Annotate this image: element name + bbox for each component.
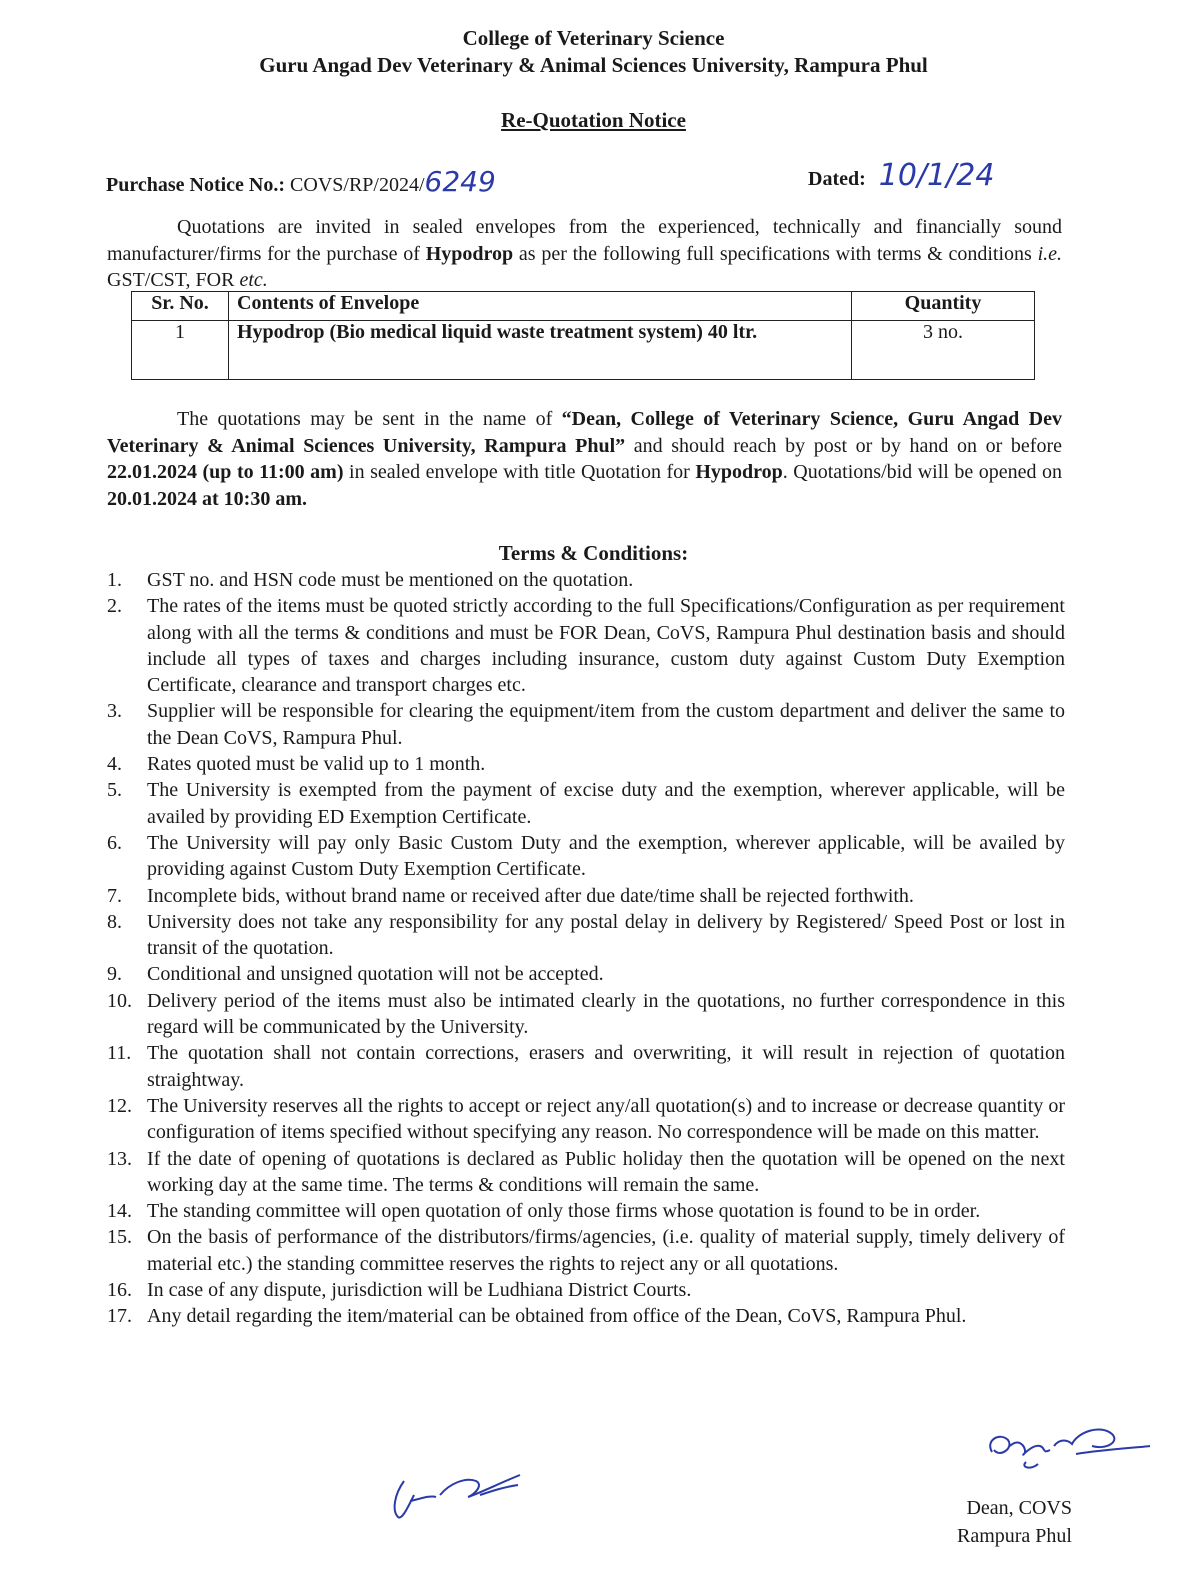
- term-number: 13.: [107, 1147, 132, 1170]
- cell-sr-no: 1: [132, 321, 229, 380]
- table-header-row: [132, 292, 1035, 321]
- submission-addressee: “Dean, College of Veterinary Science, Guru Angad Dev Veterinary & Animal Sciences University, Rampura Phul”: [107, 408, 1062, 457]
- cell-contents: Hypodrop (Bio medical liquid waste treatment system) 40 ltr.: [229, 321, 852, 380]
- date-label: Dated:: [808, 168, 866, 190]
- handwritten-date: 10/1/24: [878, 158, 995, 193]
- term-number: 9.: [107, 963, 122, 986]
- submission-deadline: 22.01.2024 (up to 11:00 am): [107, 461, 344, 483]
- list-item: [107, 1093, 1065, 1146]
- term-text: GST no. and HSN code must be mentioned on the quotation.: [147, 569, 634, 591]
- term-number: 10.: [107, 989, 132, 1012]
- intro-ie: i.e.: [1037, 242, 1062, 265]
- list-item: [107, 883, 1065, 909]
- submission-item: Hypodrop: [695, 461, 783, 483]
- submission-text-2: and should reach by post or by hand on or before: [625, 434, 1062, 457]
- list-item: [107, 988, 1065, 1041]
- list-item: [107, 1146, 1065, 1199]
- handwritten-notice-number: 6249: [424, 165, 496, 198]
- intro-paragraph: [107, 214, 1062, 294]
- term-number: 15.: [107, 1226, 132, 1249]
- college-name: College of Veterinary Science: [462, 26, 725, 50]
- list-item: [107, 961, 1065, 987]
- term-text: The standing committee will open quotation of only those firms whose quotation is found to be in order.: [147, 1200, 981, 1223]
- signatory-title: Dean, COVS: [966, 1497, 1072, 1519]
- term-text: The University will pay only Basic Custom Duty and the exemption, wherever applicable, will be availed by providing against Custom Duty Exemption Certificate.: [147, 831, 1065, 881]
- purchase-notice-prefix: COVS/RP/2024/: [290, 174, 425, 196]
- purchase-notice-label: Purchase Notice No.:: [106, 174, 286, 196]
- university-name: Guru Angad Dev Veterinary & Animal Sciences University, Rampura Phul: [259, 53, 928, 77]
- term-text: The University is exempted from the payment of excise duty and the exemption, wherever applicable, will be availed by providing ED Exemption Certificate.: [147, 779, 1065, 828]
- terms-title: Terms & Conditions:: [498, 541, 689, 565]
- term-text: On the basis of performance of the distributors/firms/agencies, (i.e. quality of material supply, timely delivery of material etc.) the standing committee reserves the rights to reject any or all quotations.: [147, 1226, 1065, 1275]
- term-text: Rates quoted must be valid up to 1 month.: [147, 753, 486, 776]
- term-text: If the date of opening of quotations is declared as Public holiday then the quotation will be opened on the next working day at the same time. The terms & conditions will remain the same.: [147, 1147, 1065, 1196]
- term-text: The University reserves all the rights to accept or reject any/all quotation(s) and to increase or decrease quantity or configuration of items specified without specifying any reason. No correspondence will be made on this matter.: [147, 1094, 1065, 1144]
- notice-date: [808, 158, 994, 193]
- list-item: [107, 1277, 1065, 1303]
- term-number: 3.: [107, 700, 122, 723]
- term-text: In case of any dispute, jurisdiction will be Ludhiana District Courts.: [147, 1279, 692, 1302]
- term-text: The quotation shall not contain corrections, erasers and overwriting, it will result in rejection of quotation straightway.: [147, 1042, 1065, 1091]
- list-item: [107, 1303, 1065, 1329]
- submission-paragraph: [107, 406, 1062, 512]
- list-item: [107, 751, 1065, 777]
- col-sr-no: Sr. No.: [132, 292, 229, 321]
- dean-signature: [980, 1410, 1150, 1480]
- list-item: [107, 593, 1065, 698]
- col-contents: Contents of Envelope: [229, 292, 852, 321]
- term-number: 1.: [107, 569, 122, 591]
- table-row: [132, 321, 1035, 380]
- list-item: [107, 777, 1065, 830]
- list-item: [107, 830, 1065, 883]
- intro-text-1: Quotations are invited in sealed envelopes from the experienced, technically and financially sound manufacturer/firms for the purchase of: [107, 216, 1062, 265]
- term-number: 12.: [107, 1094, 132, 1117]
- term-text: Delivery period of the items must also be intimated clearly in the quotations, no further correspondence in this regard will be communicated by the University.: [147, 989, 1065, 1039]
- term-text: Supplier will be responsible for clearing the equipment/item from the custom department and deliver the same to the Dean CoVS, Rampura Phul.: [147, 700, 1065, 749]
- terms-list: [107, 567, 1065, 1330]
- term-number: 7.: [107, 884, 122, 907]
- list-item: [107, 1040, 1065, 1093]
- submission-text-3: in sealed envelope with title Quotation for: [343, 461, 696, 483]
- signatory-location: Rampura Phul: [957, 1525, 1072, 1547]
- submission-opening-date: 20.01.2024 at 10:30 am.: [107, 487, 307, 510]
- term-text: Conditional and unsigned quotation will not be accepted.: [147, 963, 604, 986]
- term-text: Any detail regarding the item/material can be obtained from office of the Dean, CoVS, Rampura Phul.: [147, 1305, 967, 1328]
- intro-item-name: Hypodrop: [425, 242, 514, 265]
- intro-text-2: as per the following full specifications with terms & conditions: [513, 242, 1038, 265]
- list-item: [107, 1198, 1065, 1224]
- term-number: 14.: [107, 1200, 132, 1223]
- term-text: The rates of the items must be quoted strictly according to the full Specifications/Configuration as per requirement along with all the terms & conditions and must be FOR Dean, CoVS, Rampura Phul destination basis and should include all types of taxes and charges including insurance, custom duty against Custom Duty Exemption Certificate, clearance and transport charges etc.: [147, 595, 1065, 697]
- notice-title: Re-Quotation Notice: [501, 108, 686, 132]
- term-number: 5.: [107, 779, 122, 802]
- cell-quantity: 3 no.: [852, 321, 1035, 380]
- intro-etc: etc.: [239, 269, 268, 291]
- term-number: 11.: [107, 1042, 132, 1065]
- purchase-notice-number: [106, 165, 496, 198]
- term-number: 8.: [107, 910, 122, 933]
- col-quantity: Quantity: [852, 292, 1035, 321]
- list-item: [107, 1224, 1065, 1277]
- initials-signature: [380, 1455, 540, 1535]
- signatory-block: [900, 1494, 1072, 1550]
- list-item: [107, 909, 1065, 962]
- term-number: 4.: [107, 753, 122, 776]
- term-number: 17.: [107, 1305, 132, 1328]
- term-number: 16.: [107, 1279, 132, 1302]
- term-text: Incomplete bids, without brand name or received after due date/time shall be rejected forthwith.: [147, 884, 914, 907]
- items-table: [131, 291, 1035, 380]
- intro-text-3: GST/CST, FOR: [107, 269, 240, 291]
- term-number: 2.: [107, 595, 122, 618]
- list-item: [107, 698, 1065, 751]
- submission-text-4: . Quotations/bid will be opened on: [782, 461, 1062, 483]
- term-text: University does not take any responsibility for any postal delay in delivery by Registered/ Speed Post or lost in transit of the quotation.: [147, 910, 1065, 960]
- term-number: 6.: [107, 831, 122, 854]
- list-item: [107, 567, 1065, 593]
- submission-text-1: The quotations may be sent in the name of: [177, 408, 562, 430]
